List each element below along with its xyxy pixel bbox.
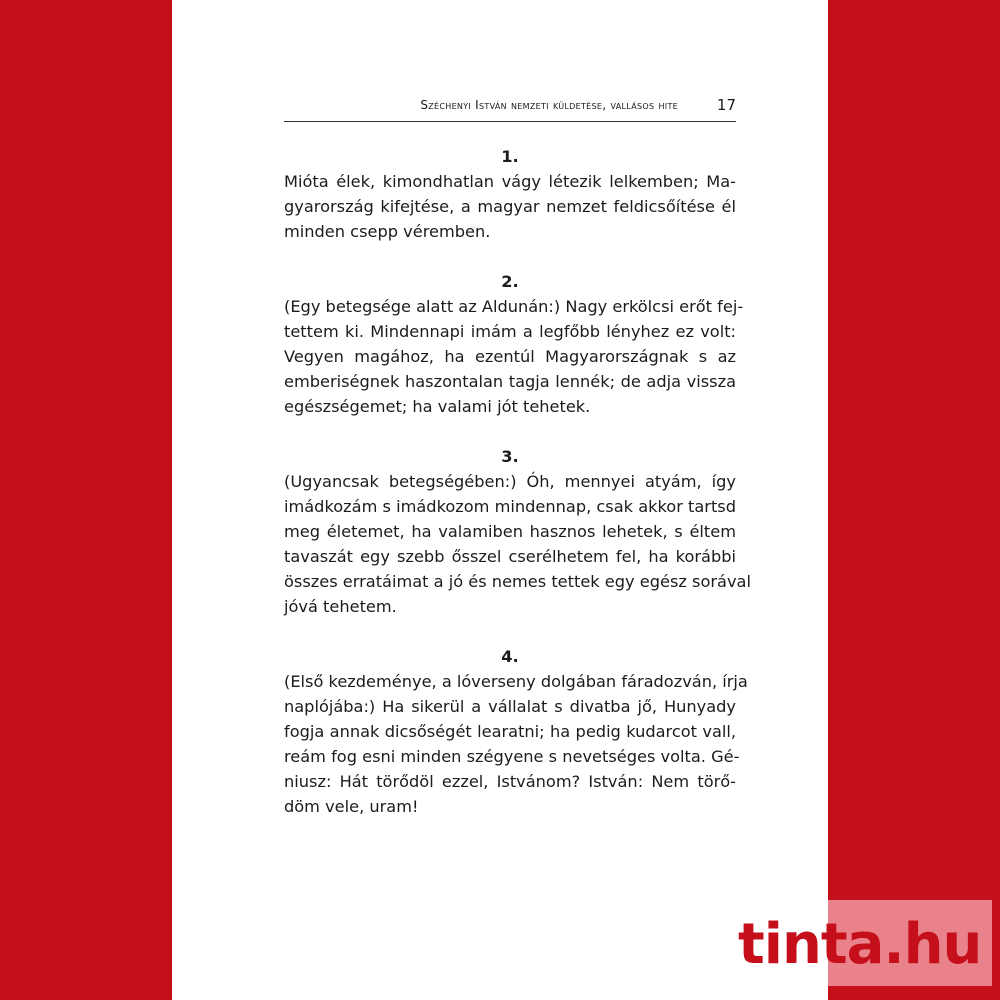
- text-line: emberiségnek haszontalan tagja lennék; de adja vissza: [284, 372, 736, 391]
- text-line: meg életemet, ha valamiben hasznos lehetek, s éltem: [284, 522, 736, 541]
- text-line: összes erratáimat a jó és nemes tettek egy egész sorával: [284, 572, 751, 591]
- text-line: imádkozám s imádkozom mindennap, csak akkor tartsd: [284, 497, 736, 516]
- text-line: tavaszát egy szebb ősszel cserélhetem fel, ha korábbi: [284, 547, 736, 566]
- text-line: minden csepp véremben.: [284, 222, 491, 241]
- section-number: 3.: [501, 447, 519, 466]
- text-line: (Ugyancsak betegségében:) Óh, mennyei atyám, így: [284, 472, 736, 491]
- running-header: [284, 96, 736, 122]
- section-4: [284, 644, 748, 819]
- text-line: tettem ki. Mindennapi imám a legfőbb lényhez ez volt:: [284, 322, 736, 341]
- page-number: 17: [716, 96, 736, 114]
- text-line: döm vele, uram!: [284, 797, 419, 816]
- text-line: Mióta élek, kimondhatlan vágy létezik lelkemben; Ma-: [284, 172, 736, 191]
- text-line: jóvá tehetem.: [284, 597, 397, 616]
- text-line: fogja annak dicsőségét learatni; ha pedig kudarcot vall,: [284, 722, 736, 741]
- section-number: 4.: [501, 647, 519, 666]
- section-2: [284, 269, 744, 419]
- header-title: Széchenyi István nemzeti küldetése, vallásos hite: [420, 98, 678, 112]
- section-1: [284, 144, 736, 244]
- text-line: gyarország kifejtése, a magyar nemzet feldicsőítése él: [284, 197, 736, 216]
- text-line: (Egy betegsége alatt az Aldunán:) Nagy erkölcsi erőt fej-: [284, 297, 744, 316]
- book-page: [172, 0, 828, 1000]
- section-number: 1.: [501, 147, 519, 166]
- watermark-logo: tinta.hu: [738, 912, 982, 977]
- text-line: naplójába:) Ha sikerül a vállalat s divatba jő, Hunyady: [284, 697, 736, 716]
- text-line: niusz: Hát törődöl ezzel, Istvánom? István: Nem törő-: [284, 772, 736, 791]
- page-body: [284, 144, 751, 844]
- text-line: reám fog esni minden szégyene s nevetséges volta. Gé-: [284, 747, 740, 766]
- text-line: (Első kezdeménye, a lóverseny dolgában fáradozván, írja: [284, 672, 748, 691]
- section-number: 2.: [501, 272, 519, 291]
- text-line: egészségemet; ha valami jót tehetek.: [284, 397, 591, 416]
- section-3: [284, 444, 751, 619]
- text-line: Vegyen magához, ha ezentúl Magyarországnak s az: [284, 347, 736, 366]
